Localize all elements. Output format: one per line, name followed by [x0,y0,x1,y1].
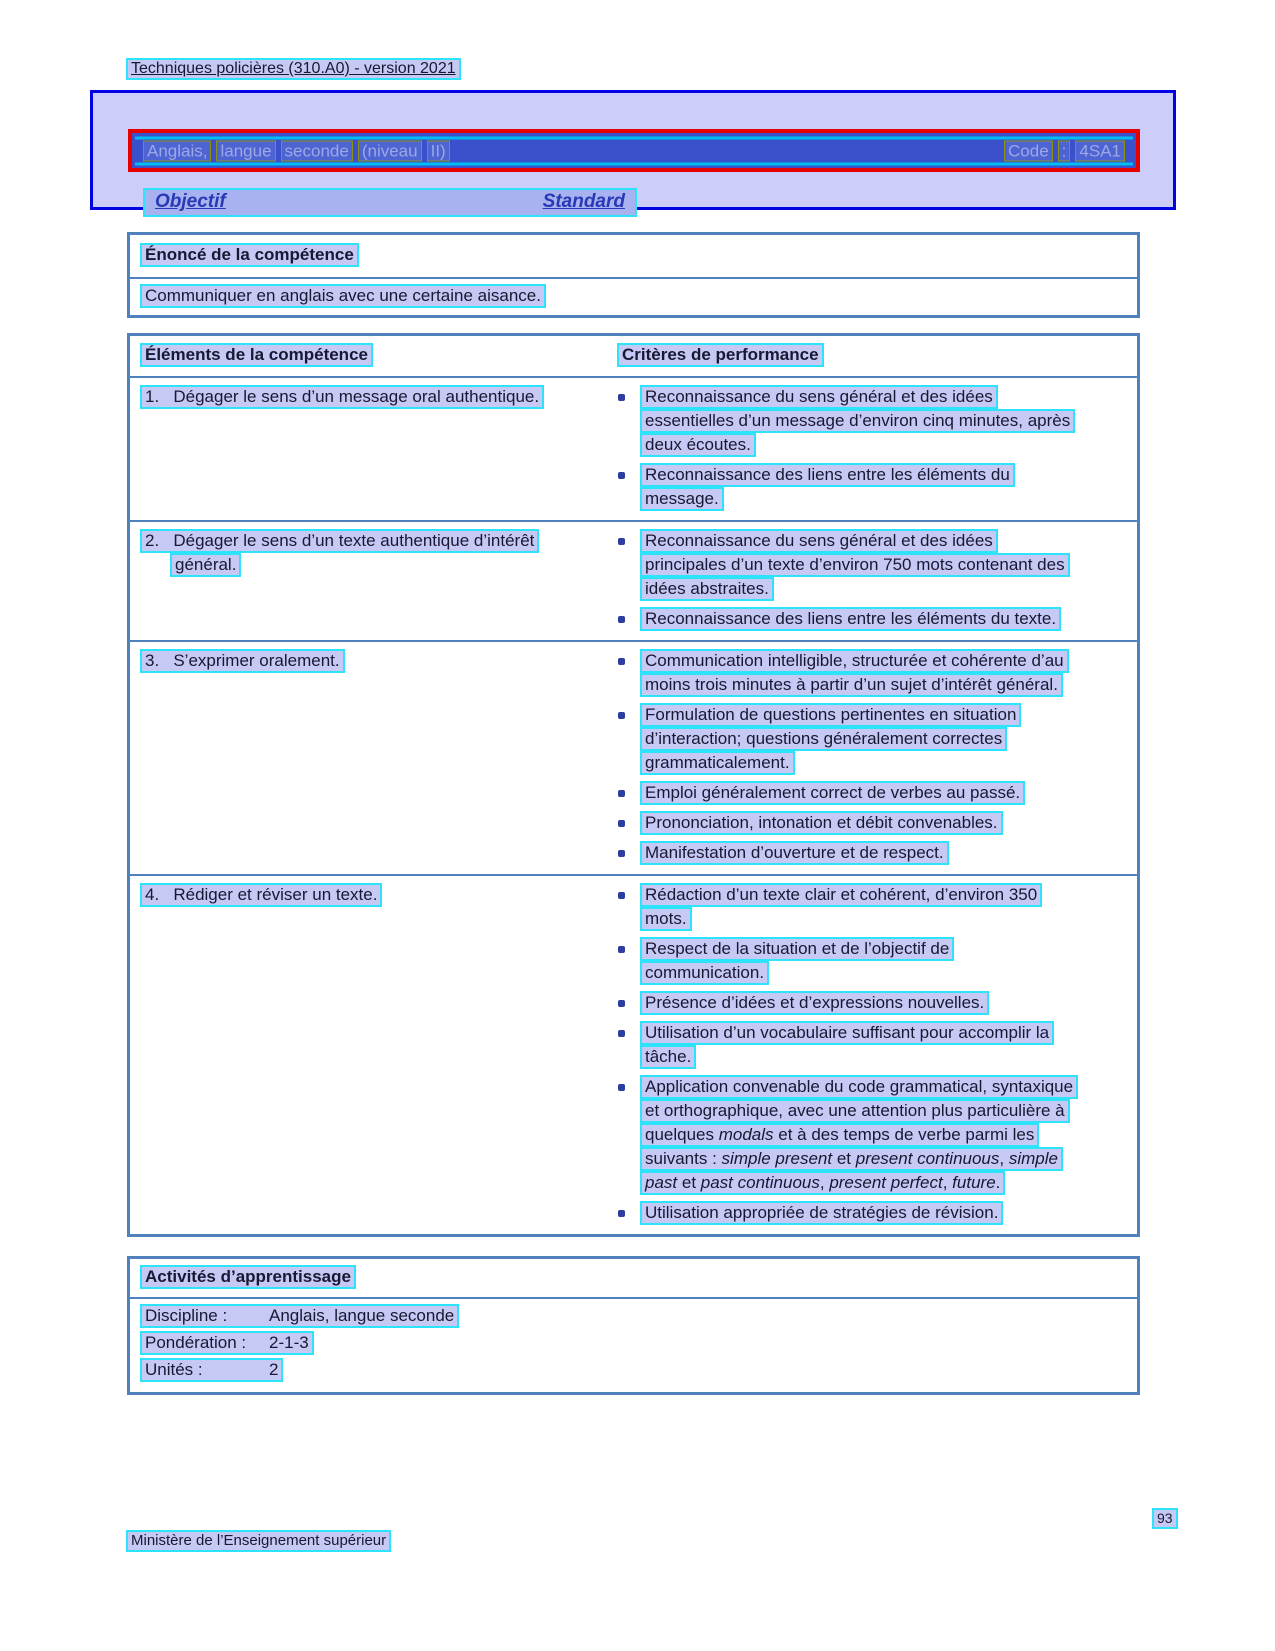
criterion-text [640,463,1076,511]
criterion-segment: simple present [721,1149,833,1168]
criterion-segment: Reconnaissance des liens entre les éléments du message. [645,465,1010,508]
criterion-text [640,991,1076,1015]
criterion-highlight [640,1201,1003,1225]
criteria-cell [600,378,1137,520]
bullet-icon [618,790,625,797]
activity-field-label: Discipline : [145,1306,228,1325]
criterion-segment: present continuous [855,1149,1000,1168]
criterion-segment: et [677,1173,701,1192]
course-code-word: : [1058,140,1071,161]
bullet-icon [618,850,625,857]
competence-row [130,642,1137,876]
element-label: 2. Dégager le sens d’un texte authentique d’intérêt général. [140,529,539,577]
criterion-segment: modals [718,1125,774,1144]
activites-header-row [130,1259,1137,1299]
criteria-cell [600,522,1137,640]
criterion-segment: Prononciation, intonation et débit convenables. [645,813,998,832]
activity-field-value: Anglais, langue seconde [269,1306,455,1325]
element-label: 1. Dégager le sens d’un message oral authentique. [140,385,544,409]
course-code-word: Code [1004,140,1053,161]
enonce-body: Communiquer en anglais avec une certaine aisance. [140,284,546,308]
criterion-segment: et [832,1149,856,1168]
criterion-text [640,883,1076,931]
course-title-words [143,140,455,161]
elements-header: Éléments de la compétence [140,343,373,367]
criterion-item [617,463,1115,511]
bullet-icon [618,1210,625,1217]
element-cell [130,642,600,874]
criteria-cell [600,876,1137,1234]
element-cell [130,876,600,1234]
criterion-segment: Utilisation d’un vocabulaire suffisant pour accomplir la tâche. [645,1023,1050,1066]
criterion-segment: , [819,1173,830,1192]
bullet-icon [618,712,625,719]
course-title-word: Anglais, [143,140,211,161]
criterion-segment: present perfect [829,1173,943,1192]
document-header [126,60,1275,78]
competence-row [130,876,1137,1234]
criterion-segment: future [952,1173,996,1192]
criterion-item [617,811,1115,835]
activites-fields [130,1299,1137,1392]
ministry-label: Ministère de l’Enseignement supérieur [126,1530,391,1552]
bullet-icon [618,1084,625,1091]
criterion-segment: Formulation de questions pertinentes en situation d’interaction; questions généralement correctes grammaticalement. [645,705,1017,772]
bullet-icon [618,1000,625,1007]
criterion-item [617,937,1115,985]
element-label: 3. S’exprimer oralement. [140,649,345,673]
bullet-icon [618,946,625,953]
element-cell [130,522,600,640]
activity-field-label: Pondération : [145,1333,247,1352]
bullet-icon [618,658,625,665]
activity-field [140,1359,1127,1381]
element-text [140,883,580,907]
criterion-segment: Reconnaissance des liens entre les éléments du texte. [645,609,1057,628]
header-title: Techniques policières (310.A0) - version 2021 [131,60,456,77]
criterion-highlight [640,463,1015,511]
competence-table [127,333,1140,1237]
activites-header: Activités d’apprentissage [140,1265,356,1289]
activity-field [140,1305,1127,1327]
criterion-highlight [640,385,1075,457]
activity-field-highlight [140,1358,283,1382]
enonce-header-row [130,235,1137,279]
course-title-bar [128,129,1140,172]
element-text [140,529,580,577]
criterion-highlight [640,649,1069,697]
header-highlight [126,58,461,80]
criterion-text [640,649,1076,697]
competence-row [130,522,1137,642]
standard-label: Standard [542,191,625,212]
criterion-segment: Utilisation appropriée de stratégies de révision. [645,1203,999,1222]
course-title-word: langue [216,140,275,161]
criterion-item [617,529,1115,601]
criterion-segment: , [999,1149,1009,1168]
criterion-segment: simple past [645,1149,1058,1192]
course-banner-box [90,90,1176,210]
criterion-text [640,1075,1076,1195]
course-code-words [1004,140,1125,161]
activites-table [127,1256,1140,1395]
criterion-item [617,1201,1115,1225]
enonce-header: Énoncé de la compétence [140,243,359,267]
criterion-highlight [640,781,1025,805]
criteres-header: Critères de performance [617,343,824,367]
criterion-highlight [640,937,954,985]
elements-header-cell [130,336,600,376]
criterion-text [640,385,1076,457]
activity-field-highlight [140,1304,459,1328]
criterion-segment: Application convenable du code grammatical, syntaxique et orthographique, avec une attention plus particulière à quelques [645,1077,1074,1144]
criterion-text [640,529,1076,601]
bullet-icon [618,892,625,899]
bullet-icon [618,472,625,479]
enonce-body-row [130,279,1137,315]
element-cell [130,378,600,520]
criterion-text [640,781,1076,805]
criterion-item [617,781,1115,805]
course-code-word: 4SA1 [1075,140,1125,161]
criterion-highlight [640,1021,1054,1069]
criterion-item [617,883,1115,931]
competence-header-row [130,336,1137,378]
course-title-word: II) [427,140,450,161]
course-title-word: (niveau [358,140,422,161]
criterion-text [640,841,1076,865]
criterion-item [617,841,1115,865]
criterion-segment: Présence d’idées et d’expressions nouvelles. [645,993,985,1012]
criteres-header-cell [600,336,1137,376]
page-number-container [1152,1510,1178,1526]
criterion-item [617,649,1115,697]
activity-field-label: Unités : [145,1360,203,1379]
activity-field [140,1332,1127,1354]
criterion-highlight [640,883,1042,931]
criterion-text [640,703,1076,775]
bullet-icon [618,616,625,623]
criterion-highlight [640,703,1021,775]
objectif-standard-band [143,188,637,217]
criterion-segment: et à des temps de verbe parmi les suivants : [645,1125,1035,1168]
bullet-icon [618,1030,625,1037]
criterion-item [617,991,1115,1015]
bullet-icon [618,820,625,827]
element-label: 4. Rédiger et réviser un texte. [140,883,382,907]
ministry-footer [126,1532,391,1549]
criterion-segment: Emploi généralement correct de verbes au passé. [645,783,1021,802]
criterion-text [640,937,1076,985]
criterion-item [617,1021,1115,1069]
criterion-item [617,1075,1115,1195]
criterion-item [617,607,1115,631]
criterion-item [617,385,1115,457]
criterion-segment: , [942,1173,953,1192]
criterion-highlight [640,811,1003,835]
criterion-text [640,811,1076,835]
criterion-item [617,703,1115,775]
criterion-segment: Reconnaissance du sens général et des idées essentielles d’un message d’environ cinq minutes, après deux écoutes. [645,387,1071,454]
element-text [140,649,580,673]
competence-rows [130,378,1137,1234]
criterion-highlight [640,1075,1078,1195]
objectif-label: Objectif [155,191,226,212]
activity-field-highlight [140,1331,314,1355]
course-title-word: seconde [281,140,353,161]
title-bar-highlight-band [135,136,1133,165]
criterion-text [640,1201,1076,1225]
criterion-segment: Manifestation d’ouverture et de respect. [645,843,944,862]
criterion-segment: past continuous [700,1173,820,1192]
criterion-segment: Communication intelligible, structurée et cohérente d’au moins trois minutes à partir d’un sujet d’intérêt général. [645,651,1064,694]
criterion-segment: Reconnaissance du sens général et des idées principales d’un texte d’environ 750 mots contenant des idées abstraites. [645,531,1065,598]
criterion-segment: Rédaction d’un texte clair et cohérent, d’environ 350 mots. [645,885,1038,928]
bullet-icon [618,394,625,401]
activity-field-value: 2 [269,1360,279,1379]
element-text [140,385,580,409]
enonce-table [127,232,1140,318]
criteria-cell [600,642,1137,874]
competence-row [130,378,1137,522]
bullet-icon [618,538,625,545]
activity-field-value: 2-1-3 [269,1333,309,1352]
criterion-segment: Respect de la situation et de l’objectif de communication. [645,939,950,982]
criterion-segment: . [995,1173,1001,1192]
criterion-text [640,607,1076,631]
criterion-text [640,1021,1076,1069]
criterion-highlight [640,529,1070,601]
page-number: 93 [1152,1508,1178,1529]
criterion-highlight [640,607,1061,631]
criterion-highlight [640,841,949,865]
criterion-highlight [640,991,989,1015]
